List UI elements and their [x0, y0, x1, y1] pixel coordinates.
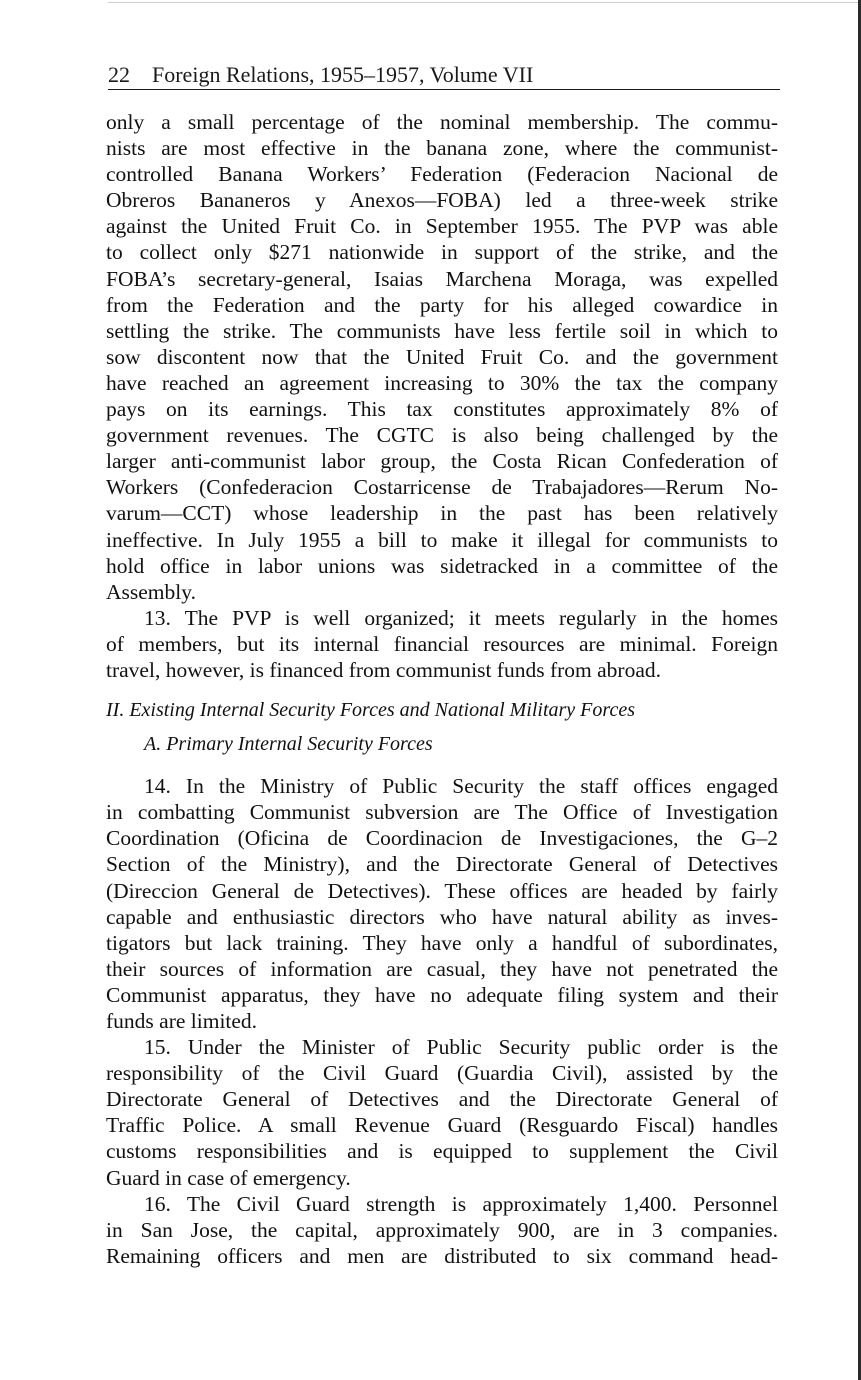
subsection-heading-a: A. Primary Internal Security Forces	[144, 733, 433, 756]
text-line: only a small percentage of the nominal membership. The commu-	[106, 110, 778, 134]
volume-title: Foreign Relations, 1955–1957, Volume VII	[152, 62, 534, 87]
text-line: in San Jose, the capital, approximately 900, are in 3 companies.	[106, 1217, 778, 1242]
text-line: controlled Banana Workers’ Federation (Federacion Nacional de	[106, 162, 778, 187]
text-line: responsibility of the Civil Guard (Guardia Civil), assisted by the	[106, 1061, 778, 1086]
paragraph-13	[106, 605, 778, 683]
text-line: larger anti-communist labor group, the Costa Rican Confederation of	[106, 449, 778, 474]
text-line: their sources of information are casual, they have not penetrated the	[106, 956, 778, 981]
text-line: Communist apparatus, they have no adequate filing system and their	[106, 982, 778, 1007]
text-line: Obreros Bananeros y Anexos—FOBA) led a three-week strike	[106, 188, 778, 213]
text-line: settling the strike. The communists have less fertile soil in which to	[106, 318, 778, 343]
paragraph-16	[106, 1191, 778, 1269]
text-line: funds are limited.	[106, 1009, 258, 1034]
text-line: have reached an agreement increasing to 30% the tax the company	[106, 370, 778, 395]
text-line: from the Federation and the party for his alleged cowardice in	[106, 292, 778, 317]
text-line: in combatting Communist subversion are The Office of Investigation	[106, 800, 778, 825]
body-text	[106, 109, 778, 1269]
paragraph-14	[106, 773, 778, 1034]
text-line: FOBA’s secretary-general, Isaias Marchena Moraga, was expelled	[106, 266, 778, 291]
text-line: customs responsibilities and is equipped to supplement the Civil	[106, 1139, 778, 1164]
top-edge-rule	[108, 2, 861, 3]
text-line: 14. In the Ministry of Public Security the staff offices engaged	[144, 774, 778, 799]
text-line: varum—CCT) whose leadership in the past has been relatively	[106, 501, 778, 526]
text-line: 13. The PVP is well organized; it meets regularly in the homes	[144, 605, 778, 630]
text-line: Workers (Confederacion Costarricense de Trabajadores—Rerum No-	[106, 475, 778, 500]
text-line: Guard in case of emergency.	[106, 1165, 351, 1190]
text-line: travel, however, is financed from communist funds from abroad.	[106, 658, 661, 683]
section-heading-ii: II. Existing Internal Security Forces and National Military Forces	[106, 699, 635, 722]
paragraph-15	[106, 1034, 778, 1191]
text-line: against the United Fruit Co. in September 1955. The PVP was able	[106, 214, 778, 239]
text-line: hold office in labor unions was sidetracked in a committee of the	[106, 553, 778, 578]
text-line: government revenues. The CGTC is also being challenged by the	[106, 423, 778, 448]
text-line: Directorate General of Detectives and the Directorate General of	[106, 1087, 778, 1112]
running-head	[108, 62, 780, 90]
text-line: Remaining officers and men are distributed to six command head-	[106, 1243, 778, 1268]
text-line: Assembly.	[106, 579, 196, 604]
text-line: nists are most effective in the banana zone, where the communist-	[106, 136, 778, 161]
text-line: tigators but lack training. They have only a handful of subordinates,	[106, 930, 778, 955]
text-line: of members, but its internal financial resources are minimal. Foreign	[106, 631, 778, 656]
text-line: Section of the Ministry), and the Directorate General of Detectives	[106, 852, 778, 877]
text-line: (Direccion General de Detectives). These offices are headed by fairly	[106, 878, 778, 903]
text-line: Coordination (Oficina de Coordinacion de Investigaciones, the G–2	[106, 826, 778, 851]
text-line: pays on its earnings. This tax constitutes approximately 8% of	[106, 397, 778, 422]
text-line: 15. Under the Minister of Public Security public order is the	[144, 1035, 778, 1060]
text-line: capable and enthusiastic directors who have natural ability as inves-	[106, 904, 778, 929]
text-line: sow discontent now that the United Fruit Co. and the government	[106, 344, 778, 369]
text-line: ineffective. In July 1955 a bill to make it illegal for communists to	[106, 527, 778, 552]
text-line: to collect only $271 nationwide in support of the strike, and the	[106, 240, 778, 265]
page-number: 22	[108, 62, 130, 87]
text-line: Traffic Police. A small Revenue Guard (Resguardo Fiscal) handles	[106, 1113, 778, 1138]
paragraph-12-continued	[106, 109, 778, 605]
text-line: 16. The Civil Guard strength is approximately 1,400. Personnel	[144, 1191, 778, 1216]
